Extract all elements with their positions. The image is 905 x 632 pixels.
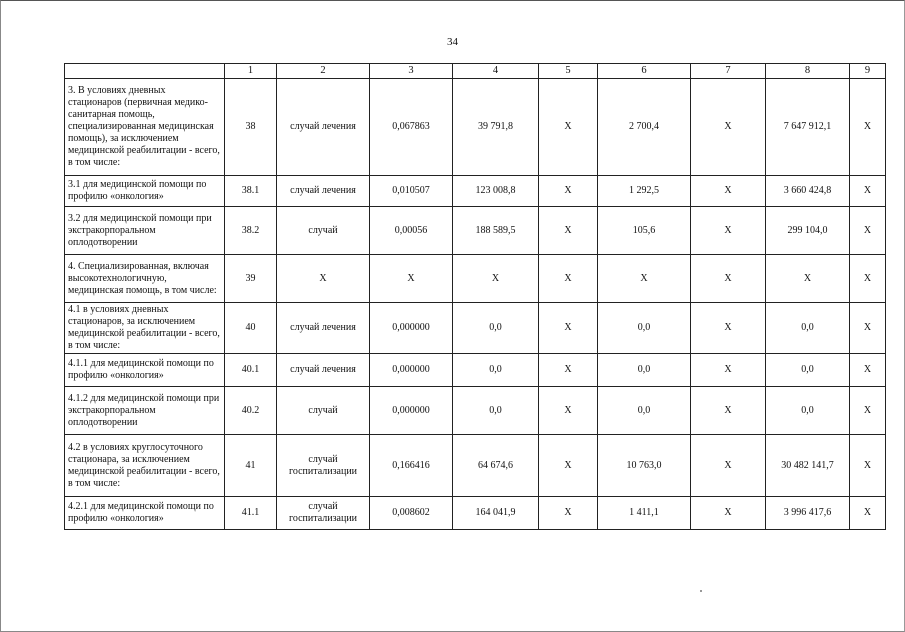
norm-cell: 105,6 <box>598 207 691 255</box>
table-row <box>65 303 886 354</box>
table-row <box>65 176 886 207</box>
col9-cell: X <box>850 497 886 530</box>
row-code: 38.1 <box>225 176 277 207</box>
total-cell: 30 482 141,7 <box>766 435 850 497</box>
norm-cell: 0,0 <box>598 354 691 387</box>
col5-cell: X <box>539 354 598 387</box>
total-cell: 0,0 <box>766 387 850 435</box>
header-cell: 8 <box>766 64 850 79</box>
table-row <box>65 207 886 255</box>
norm-cell: 1 292,5 <box>598 176 691 207</box>
col5-cell: X <box>539 176 598 207</box>
table-row <box>65 255 886 303</box>
header-cell: 5 <box>539 64 598 79</box>
rate-cell: 0,000000 <box>370 387 453 435</box>
rate-cell: 0,067863 <box>370 79 453 176</box>
row-code: 39 <box>225 255 277 303</box>
total-cell: 3 996 417,6 <box>766 497 850 530</box>
row-description: 3.2 для медицинской помощи при экстракорпоральном оплодотворении <box>65 207 225 255</box>
col7-cell: X <box>691 303 766 354</box>
header-cell <box>65 64 225 79</box>
total-cell: 0,0 <box>766 303 850 354</box>
unit-cell: случай госпитализации <box>277 435 370 497</box>
data-table <box>64 63 886 530</box>
table-row <box>65 497 886 530</box>
row-description: 4. Специализированная, включая высокотехнологичную, медицинская помощь, в том числе: <box>65 255 225 303</box>
cost-cell: X <box>453 255 539 303</box>
header-cell: 4 <box>453 64 539 79</box>
col5-cell: X <box>539 303 598 354</box>
table-row <box>65 354 886 387</box>
row-description: 4.2 в условиях круглосуточного стационара, за исключением медицинской реабилитации - всего, в том числе: <box>65 435 225 497</box>
unit-cell: случай лечения <box>277 176 370 207</box>
col5-cell: X <box>539 79 598 176</box>
row-description: 4.1 в условиях дневных стационаров, за исключением медицинской реабилитации - всего, в том числе: <box>65 303 225 354</box>
header-cell: 1 <box>225 64 277 79</box>
header-cell: 7 <box>691 64 766 79</box>
row-description: 4.1.2 для медицинской помощи при экстракорпоральном оплодотворении <box>65 387 225 435</box>
table-row <box>65 435 886 497</box>
norm-cell: 10 763,0 <box>598 435 691 497</box>
cost-cell: 0,0 <box>453 387 539 435</box>
col5-cell: X <box>539 255 598 303</box>
cost-cell: 0,0 <box>453 303 539 354</box>
total-cell: 299 104,0 <box>766 207 850 255</box>
cost-cell: 0,0 <box>453 354 539 387</box>
col7-cell: X <box>691 79 766 176</box>
col9-cell: X <box>850 79 886 176</box>
col9-cell: X <box>850 435 886 497</box>
cost-cell: 164 041,9 <box>453 497 539 530</box>
row-code: 41.1 <box>225 497 277 530</box>
col5-cell: X <box>539 387 598 435</box>
row-code: 41 <box>225 435 277 497</box>
col5-cell: X <box>539 207 598 255</box>
row-description: 4.2.1 для медицинской помощи по профилю «онкология» <box>65 497 225 530</box>
row-description: 3. В условиях дневных стационаров (первичная медико-санитарная помощь, специализированная медицинская помощь), за исключением медицинской реабилитации - всего, в том числе: <box>65 79 225 176</box>
rate-cell: 0,008602 <box>370 497 453 530</box>
col7-cell: X <box>691 354 766 387</box>
total-cell: 7 647 912,1 <box>766 79 850 176</box>
rate-cell: 0,010507 <box>370 176 453 207</box>
rate-cell: 0,000000 <box>370 303 453 354</box>
row-code: 40 <box>225 303 277 354</box>
row-code: 38.2 <box>225 207 277 255</box>
unit-cell: случай <box>277 387 370 435</box>
table-row <box>65 387 886 435</box>
unit-cell: случай госпитализации <box>277 497 370 530</box>
rate-cell: X <box>370 255 453 303</box>
total-cell: 0,0 <box>766 354 850 387</box>
header-cell: 3 <box>370 64 453 79</box>
page-number: 34 <box>447 36 458 48</box>
unit-cell: случай лечения <box>277 354 370 387</box>
row-description: 4.1.1 для медицинской помощи по профилю «онкология» <box>65 354 225 387</box>
total-cell: 3 660 424,8 <box>766 176 850 207</box>
col5-cell: X <box>539 435 598 497</box>
unit-cell: случай лечения <box>277 79 370 176</box>
unit-cell: случай лечения <box>277 303 370 354</box>
unit-cell: случай <box>277 207 370 255</box>
col9-cell: X <box>850 303 886 354</box>
scan-speck <box>700 590 702 592</box>
cost-cell: 64 674,6 <box>453 435 539 497</box>
header-row <box>65 64 886 79</box>
total-cell: X <box>766 255 850 303</box>
table-row <box>65 79 886 176</box>
col7-cell: X <box>691 435 766 497</box>
col7-cell: X <box>691 255 766 303</box>
col9-cell: X <box>850 207 886 255</box>
row-code: 40.1 <box>225 354 277 387</box>
row-code: 38 <box>225 79 277 176</box>
col9-cell: X <box>850 255 886 303</box>
cost-cell: 39 791,8 <box>453 79 539 176</box>
col9-cell: X <box>850 387 886 435</box>
norm-cell: 2 700,4 <box>598 79 691 176</box>
col9-cell: X <box>850 354 886 387</box>
norm-cell: 0,0 <box>598 303 691 354</box>
rate-cell: 0,00056 <box>370 207 453 255</box>
cost-cell: 123 008,8 <box>453 176 539 207</box>
col9-cell: X <box>850 176 886 207</box>
cost-cell: 188 589,5 <box>453 207 539 255</box>
rate-cell: 0,166416 <box>370 435 453 497</box>
col7-cell: X <box>691 207 766 255</box>
header-cell: 9 <box>850 64 886 79</box>
col5-cell: X <box>539 497 598 530</box>
rate-cell: 0,000000 <box>370 354 453 387</box>
row-description: 3.1 для медицинской помощи по профилю «онкология» <box>65 176 225 207</box>
col7-cell: X <box>691 176 766 207</box>
norm-cell: 0,0 <box>598 387 691 435</box>
unit-cell: X <box>277 255 370 303</box>
norm-cell: 1 411,1 <box>598 497 691 530</box>
col7-cell: X <box>691 387 766 435</box>
header-cell: 2 <box>277 64 370 79</box>
header-cell: 6 <box>598 64 691 79</box>
row-code: 40.2 <box>225 387 277 435</box>
col7-cell: X <box>691 497 766 530</box>
norm-cell: X <box>598 255 691 303</box>
